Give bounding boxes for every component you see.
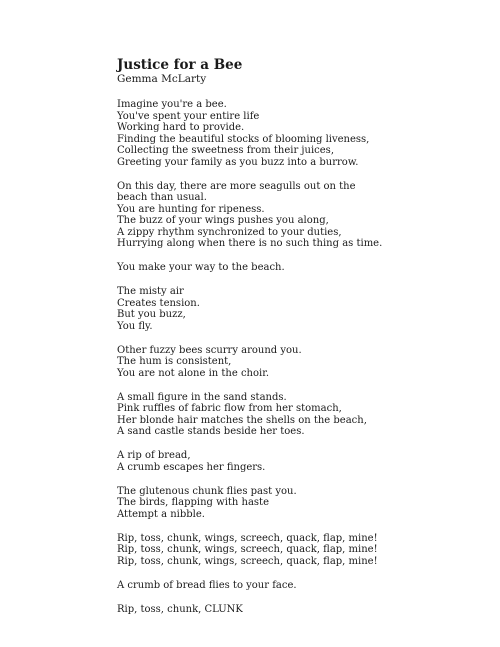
poem-line: A sand castle stands beside her toes. [117,426,305,437]
poem-line: Imagine you're a bee. [117,99,227,110]
poem-body [117,99,477,615]
poem-line: You make your way to the beach. [117,262,285,273]
poem-line: A small figure in the sand stands. [117,391,287,403]
poem-stanza [117,345,477,380]
poem-line: You are hunting for ripeness. [117,203,265,215]
poem-author: Gemma McLarty [117,73,207,85]
poem-line: Rip, toss, chunk, wings, screech, quack, flap, mine! [117,532,378,544]
poem-stanza [117,533,477,568]
poem-title: Justice for a Bee [117,57,243,73]
poem-line: The hum is consistent, [117,356,232,367]
poem-line: You've spent your entire life [117,110,260,122]
poem-line: Rip, toss, chunk, CLUNK [117,603,243,615]
poem-line: The buzz of your wings pushes you along, [117,215,329,226]
poem-line: Greeting your family as you buzz into a burrow. [117,156,359,168]
poem-line: Working hard to provide. [117,122,245,133]
poem-line: But you buzz, [117,309,186,320]
poem-stanza [117,286,477,332]
poem-stanza [117,262,477,274]
poem-stanza [117,99,477,168]
poem-line: A zippy rhythm synchronized to your duties, [117,226,342,238]
poem-line: On this day, there are more seagulls out on the beach than usual. [117,180,356,203]
poem-line: The misty air [117,286,184,297]
poem-line: A crumb escapes her fingers. [117,461,266,473]
poem-line: Rip, toss, chunk, wings, screech, quack, flap, mine! [117,544,378,555]
poem-line: Pink ruffles of fabric flow from her stomach, [117,403,342,414]
poem-line: The glutenous chunk flies past you. [117,485,297,497]
poem-line: A crumb of bread flies to your face. [117,579,297,591]
poem-stanza [117,604,477,616]
poem-line: Finding the beautiful stocks of blooming liveness, [117,133,370,145]
poem-stanza [117,392,477,438]
poem-line: Other fuzzy bees scurry around you. [117,344,302,356]
poem-line: A rip of bread, [117,450,191,461]
document-page [117,58,477,628]
poem-stanza [117,486,477,521]
poem-line: You fly. [117,320,153,332]
poem-line: Hurrying along when there is no such thing as time. [117,238,383,249]
poem-line: The birds, flapping with haste [117,497,269,508]
poem-line: Rip, toss, chunk, wings, screech, quack, flap, mine! [117,555,378,567]
poem-stanza [117,181,477,250]
poem-stanza [117,450,477,473]
poem-line: Collecting the sweetness from their juices, [117,145,334,156]
poem-line: Her blonde hair matches the shells on the beach, [117,414,367,426]
poem-line: Creates tension. [117,297,200,309]
poem-line: You are not alone in the choir. [117,367,270,379]
poem-line: Attempt a nibble. [117,508,205,520]
poem-stanza [117,580,477,592]
